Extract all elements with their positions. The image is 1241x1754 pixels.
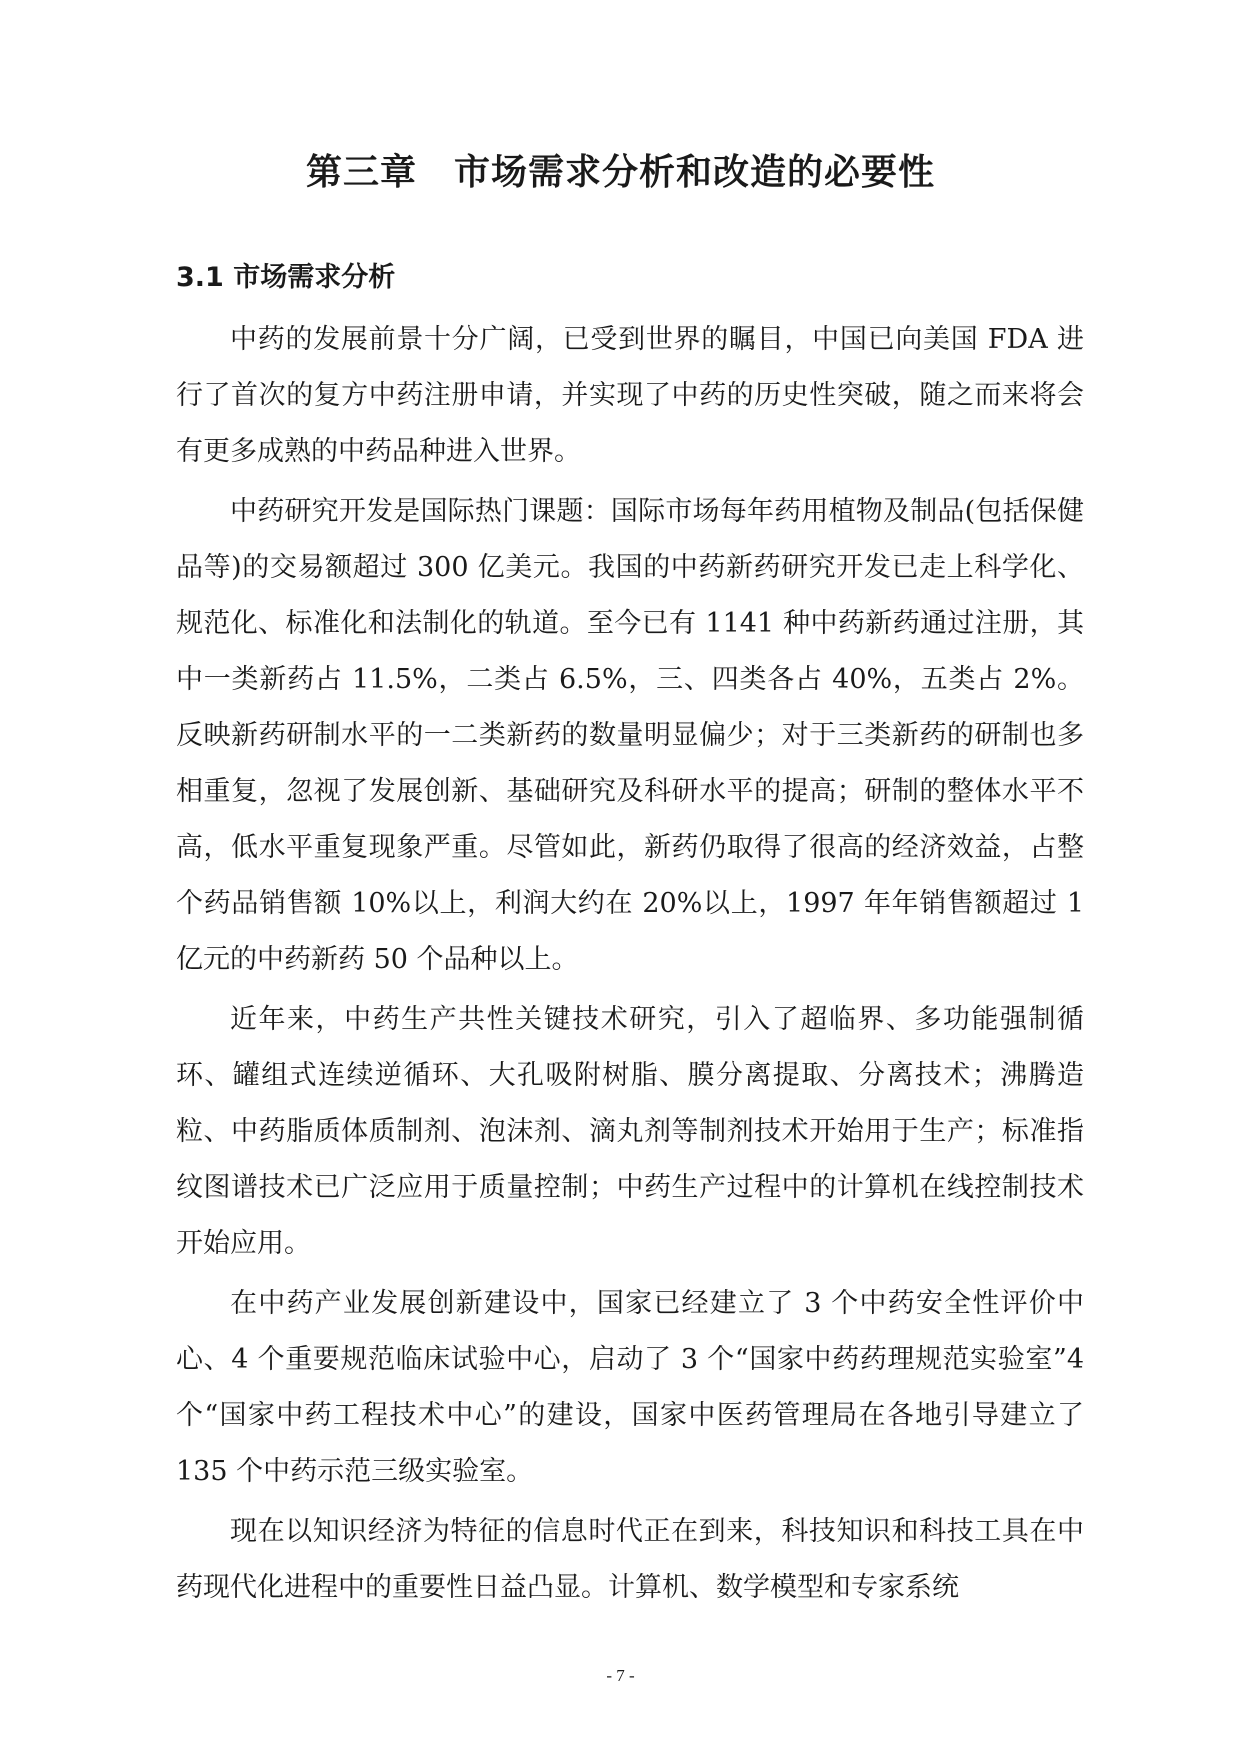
paragraph: 在中药产业发展创新建设中，国家已经建立了 3 个中药安全性评价中心、4 个重要规范临床试验中心，启动了 3 个“国家中药药理规范实验室”4 个“国家中药工程技术中心”的建设，国家中医药管理局在各地引导建立了 135 个中药示范三级实验室。 bbox=[176, 1288, 1084, 1487]
page-number: - 7 - bbox=[606, 1666, 635, 1685]
chapter-title: 第三章 市场需求分析和改造的必要性 bbox=[305, 152, 935, 193]
paragraph: 中药的发展前景十分广阔，已受到世界的瞩目，中国已向美国 FDA 进行了首次的复方中药注册申请，并实现了中药的历史性突破，随之而来将会有更多成熟的中药品种进入世界。 bbox=[176, 324, 1084, 467]
paragraph: 中药研究开发是国际热门课题：国际市场每年药用植物及制品(包括保健品等)的交易额超过 300 亿美元。我国的中药新药研究开发已走上科学化、规范化、标准化和法制化的轨道。至今已有 1141 种中药新药通过注册，其中一类新药占 11.5%，二类占 6.5%，三、四类各占 40%，五类占 2%。反映新药研制水平的一二类新药的数量明显偏少；对于三类新药的研制也多相重复，忽视了发展创新、基础研究及科研水平的提高；研制的整体水平不高，低水平重复现象严重。尽管如此，新药仍取得了很高的经济效益，占整个药品销售额 10%以上，利润大约在 20%以上，1997 年年销售额超过 1 亿元的中药新药 50 个品种以上。 bbox=[176, 496, 1084, 975]
section-heading: 3.1 市场需求分析 bbox=[176, 262, 396, 293]
paragraph: 现在以知识经济为特征的信息时代正在到来，科技知识和科技工具在中药现代化进程中的重要性日益凸显。计算机、数学模型和专家系统 bbox=[176, 1516, 1084, 1603]
body-text bbox=[176, 312, 1084, 1616]
paragraph: 近年来，中药生产共性关键技术研究，引入了超临界、多功能强制循环、罐组式连续逆循环、大孔吸附树脂、膜分离提取、分离技术；沸腾造粒、中药脂质体质制剂、泡沫剂、滴丸剂等制剂技术开始用于生产；标准指纹图谱技术已广泛应用于质量控制；中药生产过程中的计算机在线控制技术开始应用。 bbox=[176, 1004, 1084, 1259]
